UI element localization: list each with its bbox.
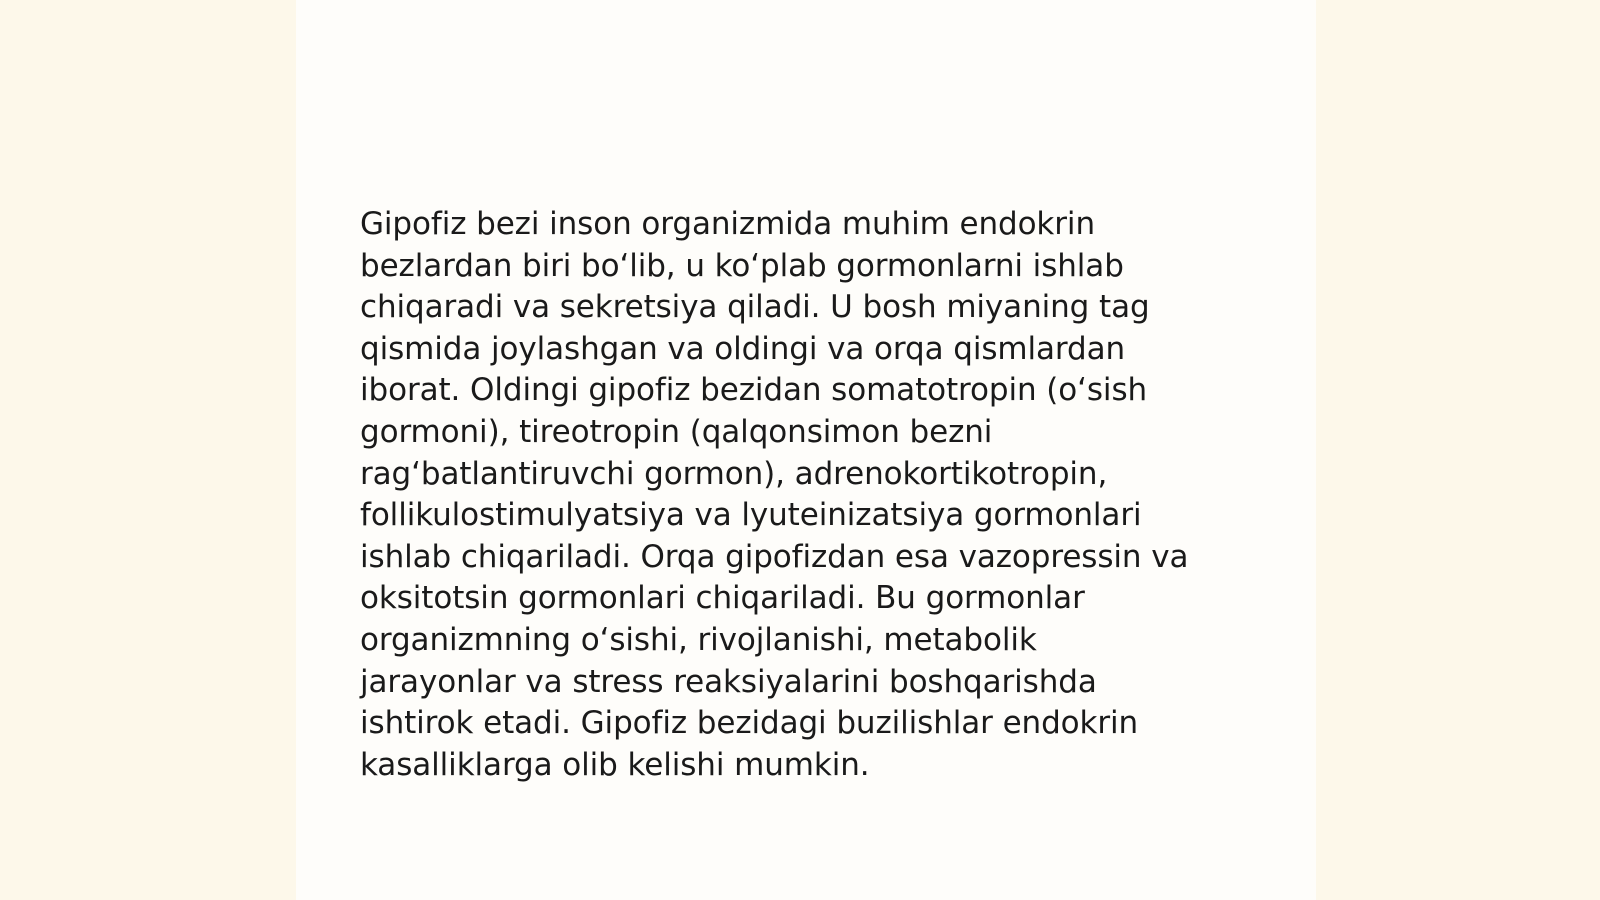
paragraph-line: ishtirok etadi. Gipofiz bezidagi buzilishlar endokrin bbox=[360, 705, 1139, 742]
paragraph-line: follikulostimulyatsiya va lyuteinizatsiya gormonlari bbox=[360, 497, 1142, 534]
paragraph-line: bezlardan biri bo‘lib, u ko‘plab gormonlarni ishlab bbox=[360, 247, 1124, 284]
paragraph-line: oksitotsin gormonlari chiqariladi. Bu gormonlar bbox=[360, 580, 1085, 617]
paragraph-line: Gipofiz bezi inson organizmida muhim endokrin bbox=[360, 206, 1095, 242]
paragraph-line: organizmning o‘sishi, rivojlanishi, metabolik bbox=[360, 621, 1037, 658]
body-paragraph bbox=[360, 204, 1240, 786]
paragraph-line: iborat. Oldingi gipofiz bezidan somatotropin (o‘sish bbox=[360, 372, 1148, 409]
paragraph-line: jarayonlar va stress reaksiyalarini boshqarishda bbox=[360, 663, 1097, 700]
paragraph-line: kasalliklarga olib kelishi mumkin. bbox=[360, 746, 870, 783]
paragraph-line: chiqaradi va sekretsiya qiladi. U bosh miyaning tag bbox=[360, 289, 1150, 326]
paragraph-line: qismida joylashgan va oldingi va orqa qismlardan bbox=[360, 330, 1126, 367]
document-sheet bbox=[296, 0, 1316, 900]
paragraph-line: gormoni), tireotropin (qalqonsimon bezni bbox=[360, 413, 993, 450]
paragraph-line: ishlab chiqariladi. Orqa gipofizdan esa vazopressin va bbox=[360, 538, 1189, 575]
paragraph-line: rag‘batlantiruvchi gormon), adrenokortikotropin, bbox=[360, 455, 1108, 492]
